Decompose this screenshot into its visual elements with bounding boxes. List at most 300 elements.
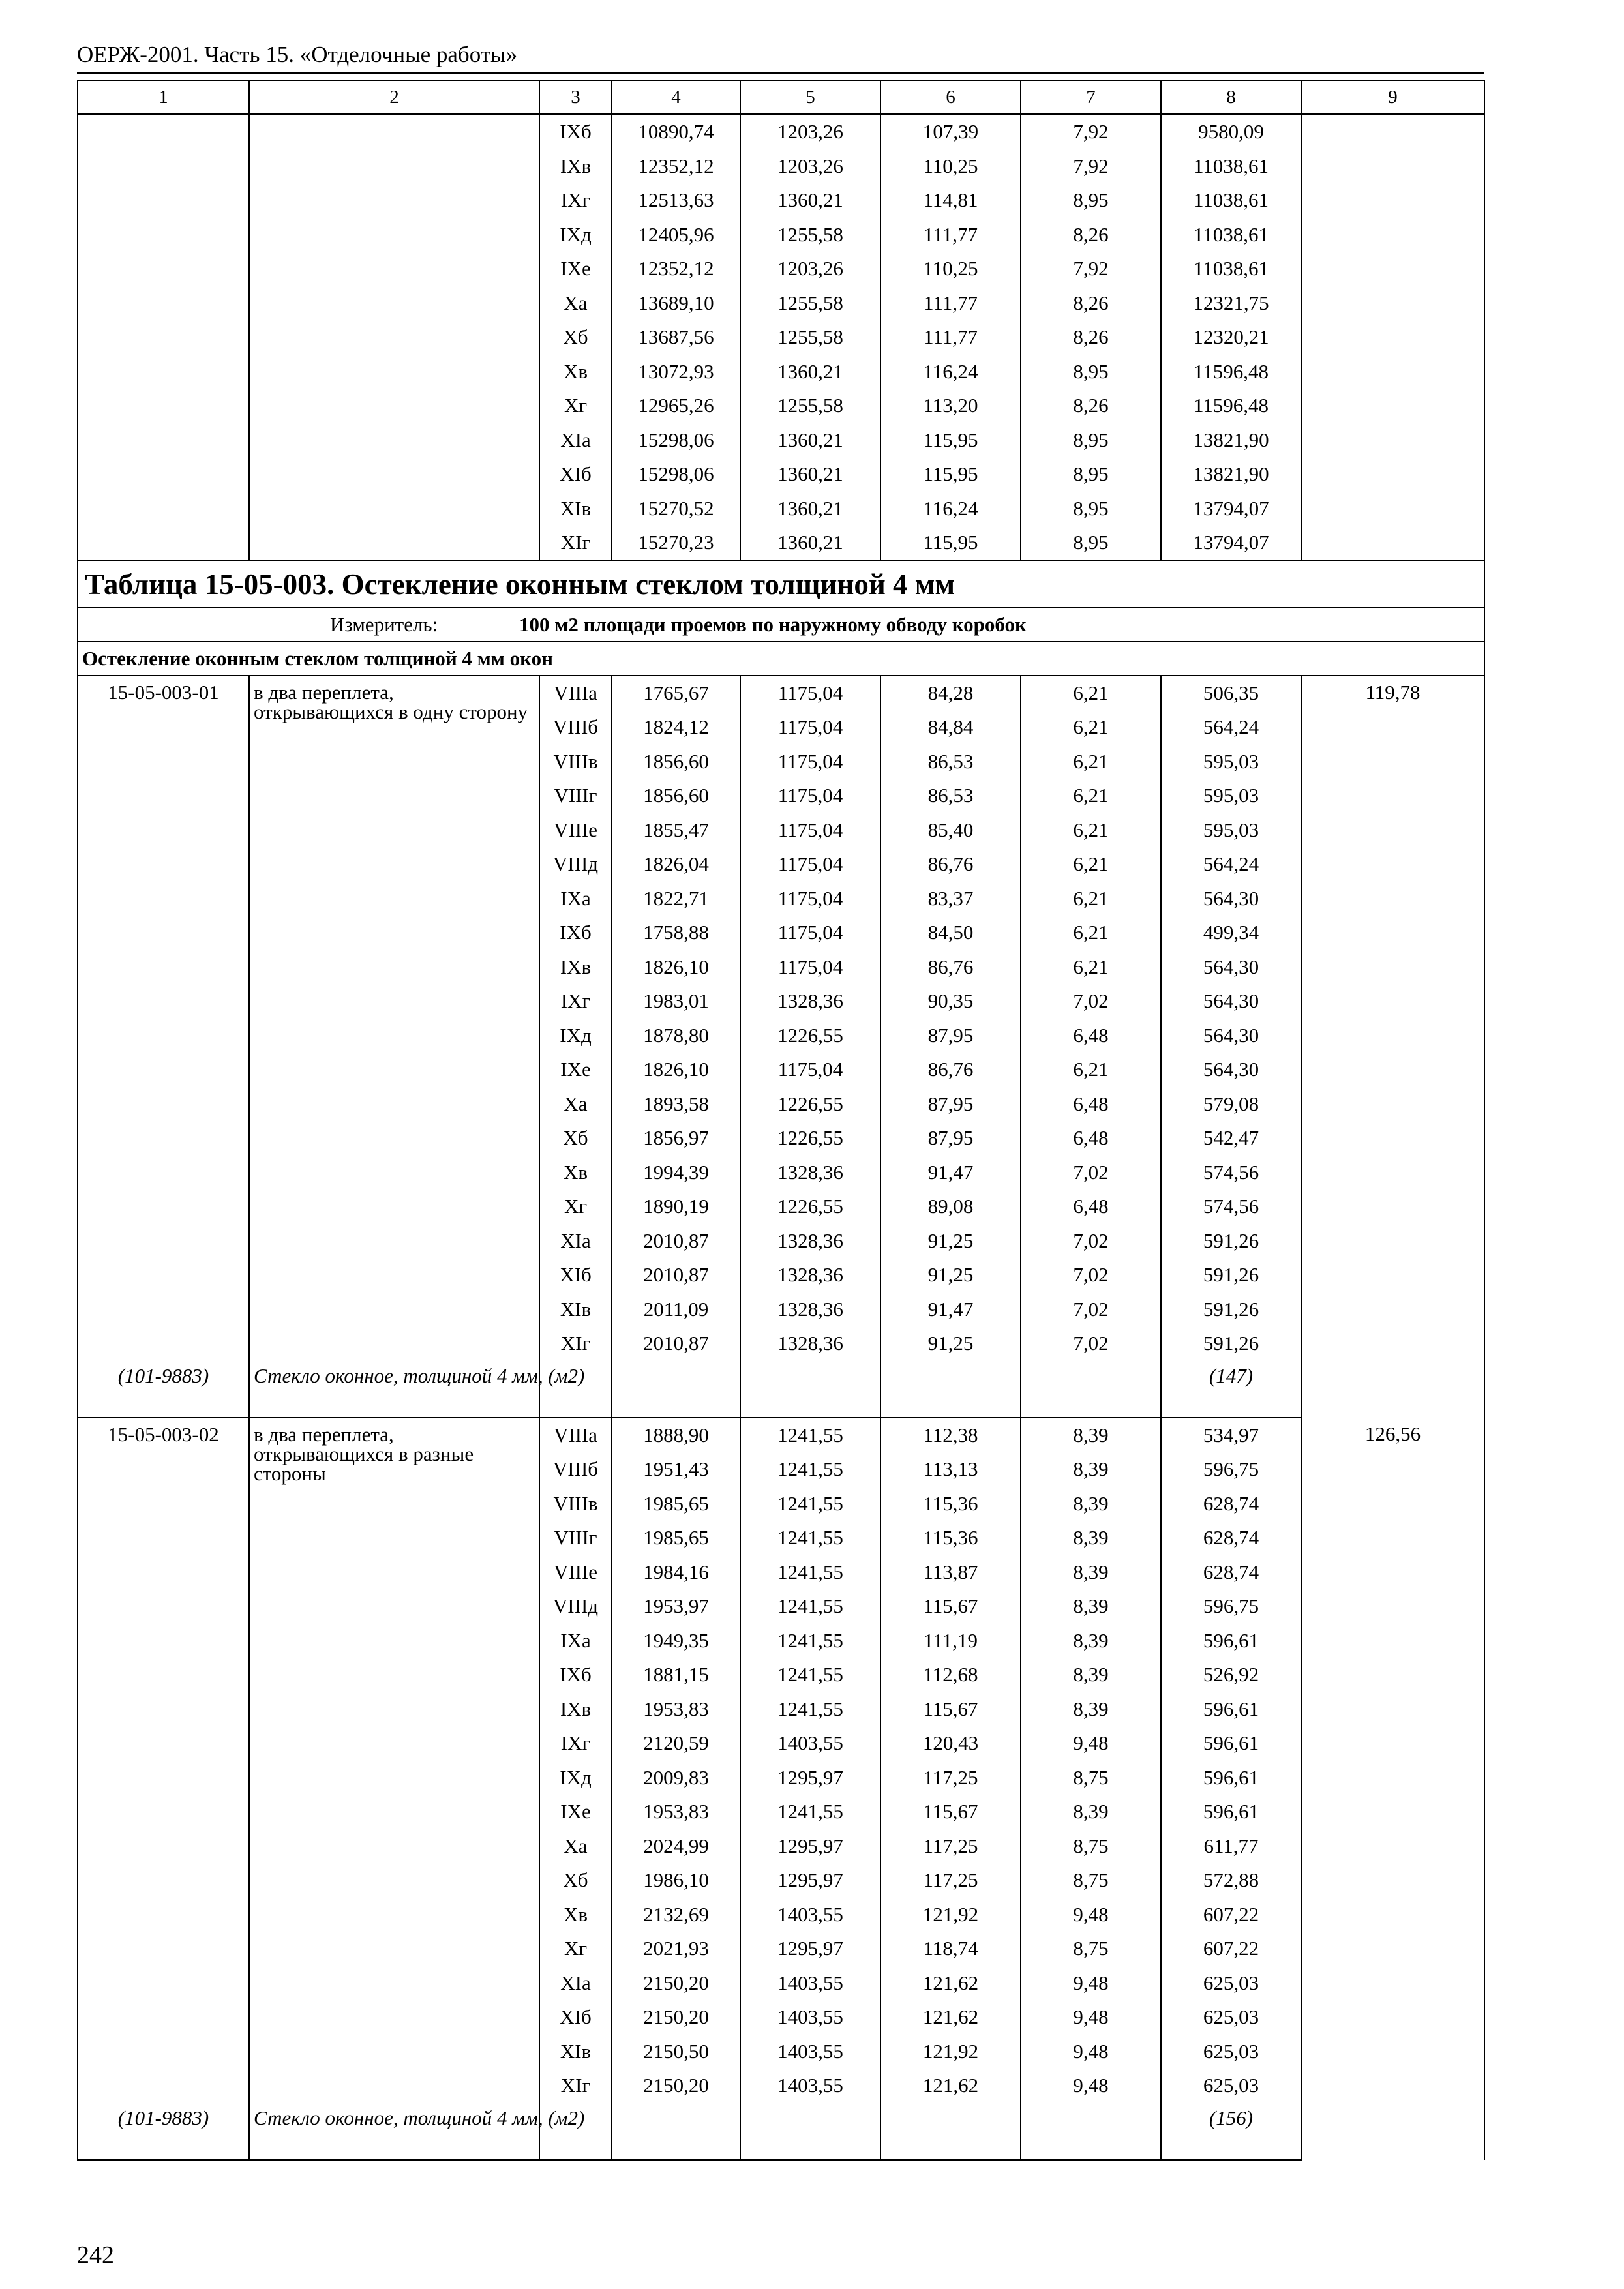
value-cell: 86,76	[880, 1053, 1021, 1087]
code-cell	[78, 423, 249, 458]
value-cell: 111,77	[880, 286, 1021, 321]
column-number: 6	[880, 80, 1021, 114]
description-cell	[249, 114, 539, 149]
value-cell: 85,40	[880, 813, 1021, 848]
last-col-cell	[1301, 526, 1484, 561]
value-cell: 86,76	[880, 847, 1021, 882]
value-cell: 1295,97	[740, 1761, 880, 1795]
value-cell	[880, 1361, 1021, 1418]
value-cell: 10890,74	[612, 114, 740, 149]
value-cell: XIг	[539, 2069, 612, 2103]
value-cell: 6,21	[1021, 676, 1161, 711]
value-cell: 11596,48	[1161, 389, 1301, 423]
material-code: (101-9883)	[78, 1361, 249, 1418]
value-cell	[880, 2103, 1021, 2160]
value-cell: Xг	[539, 389, 612, 423]
value-cell: 591,26	[1161, 1293, 1301, 1327]
value-cell: IXд	[539, 218, 612, 252]
value-cell: 1824,12	[612, 710, 740, 745]
value-cell: 87,95	[880, 1121, 1021, 1156]
value-cell: 15298,06	[612, 423, 740, 458]
value-cell: 121,62	[880, 2069, 1021, 2103]
last-col-cell	[1301, 149, 1484, 184]
value-cell: 11038,61	[1161, 183, 1301, 218]
value-cell: 1241,55	[740, 1452, 880, 1487]
value-cell: 110,25	[880, 149, 1021, 184]
value-cell: 1226,55	[740, 1121, 880, 1156]
value-cell: 1983,01	[612, 984, 740, 1019]
value-cell: 1328,36	[740, 1258, 880, 1293]
value-cell: 91,47	[880, 1156, 1021, 1190]
value-cell: 1295,97	[740, 1829, 880, 1864]
value-cell: 8,95	[1021, 183, 1161, 218]
value-cell: 112,68	[880, 1658, 1021, 1692]
table-row	[78, 389, 1484, 423]
value-cell: XIб	[539, 2000, 612, 2035]
value-cell: XIв	[539, 2035, 612, 2069]
value-cell: 12321,75	[1161, 286, 1301, 321]
value-cell: 115,67	[880, 1692, 1021, 1727]
value-cell: 596,61	[1161, 1795, 1301, 1829]
value-cell: 13689,10	[612, 286, 740, 321]
value-cell: 1951,43	[612, 1452, 740, 1487]
value-cell: 1175,04	[740, 676, 880, 711]
value-cell: 2024,99	[612, 1829, 740, 1864]
value-cell: 534,97	[1161, 1418, 1301, 1453]
value-cell	[740, 2103, 880, 2160]
subheading: Остекление оконным стеклом толщиной 4 мм окон	[78, 642, 1484, 676]
value-cell: 15270,23	[612, 526, 740, 561]
value-cell: 8,39	[1021, 1521, 1161, 1555]
value-cell: 1888,90	[612, 1418, 740, 1453]
value-cell: 8,39	[1021, 1589, 1161, 1624]
table-row	[78, 149, 1484, 184]
value-cell	[612, 1361, 740, 1418]
value-cell: 2009,83	[612, 1761, 740, 1795]
last-col-cell: 119,78	[1301, 676, 1484, 1418]
value-cell: 6,21	[1021, 710, 1161, 745]
value-cell: 2150,20	[612, 2000, 740, 2035]
value-cell: 1765,67	[612, 676, 740, 711]
value-cell	[612, 2103, 740, 2160]
value-cell: 1994,39	[612, 1156, 740, 1190]
value-cell: 12352,12	[612, 252, 740, 286]
value-cell: 13794,07	[1161, 526, 1301, 561]
value-cell: 1255,58	[740, 286, 880, 321]
value-cell: VIIIб	[539, 1452, 612, 1487]
value-cell: 9,48	[1021, 2000, 1161, 2035]
value-cell: 117,25	[880, 1863, 1021, 1898]
value-cell: 1403,55	[740, 1898, 880, 1932]
value-cell: 1226,55	[740, 1189, 880, 1224]
value-cell: 110,25	[880, 252, 1021, 286]
value-cell: 574,56	[1161, 1156, 1301, 1190]
table-row	[78, 676, 1484, 711]
value-cell: 2150,20	[612, 2069, 740, 2103]
value-cell: 611,77	[1161, 1829, 1301, 1864]
value-cell: VIIIг	[539, 1521, 612, 1555]
value-cell: 9,48	[1021, 1898, 1161, 1932]
value-cell: 1328,36	[740, 1326, 880, 1361]
code-cell	[78, 149, 249, 184]
value-cell: 13821,90	[1161, 457, 1301, 492]
value-cell: 1255,58	[740, 218, 880, 252]
value-cell: XIв	[539, 1293, 612, 1327]
value-cell: 1203,26	[740, 149, 880, 184]
value-cell: IXд	[539, 1761, 612, 1795]
value-cell: IXг	[539, 1726, 612, 1761]
value-cell: 1175,04	[740, 847, 880, 882]
value-cell: 87,95	[880, 1019, 1021, 1053]
value-cell: 8,39	[1021, 1452, 1161, 1487]
value-cell: 8,39	[1021, 1795, 1161, 1829]
value-cell: 1403,55	[740, 2000, 880, 2035]
value-cell: 1826,10	[612, 1053, 740, 1087]
value-cell: VIIIб	[539, 710, 612, 745]
value-cell: 1328,36	[740, 1293, 880, 1327]
column-number: 4	[612, 80, 740, 114]
value-cell: 564,30	[1161, 882, 1301, 916]
value-cell: 6,21	[1021, 813, 1161, 848]
page-header: ОЕРЖ-2001. Часть 15. «Отделочные работы»	[77, 42, 518, 67]
value-cell: 11038,61	[1161, 252, 1301, 286]
code-cell	[78, 286, 249, 321]
value-cell: 1360,21	[740, 355, 880, 389]
value-cell: 1295,97	[740, 1863, 880, 1898]
value-cell: XIб	[539, 1258, 612, 1293]
value-cell: IXв	[539, 1692, 612, 1727]
value-cell: 2010,87	[612, 1258, 740, 1293]
value-cell: 1893,58	[612, 1087, 740, 1122]
value-cell: Xв	[539, 1898, 612, 1932]
code-cell: 15-05-003-01	[78, 676, 249, 1361]
value-cell: 8,39	[1021, 1624, 1161, 1658]
value-cell: 2010,87	[612, 1326, 740, 1361]
value-cell: IXб	[539, 114, 612, 149]
value-cell: 1328,36	[740, 1156, 880, 1190]
last-col-cell	[1301, 355, 1484, 389]
value-cell: 9,48	[1021, 2035, 1161, 2069]
value-cell: Xг	[539, 1189, 612, 1224]
table-title: Таблица 15-05-003. Остекление оконным стеклом толщиной 4 мм	[78, 561, 1484, 608]
value-cell: VIIIг	[539, 779, 612, 813]
last-col-cell	[1301, 286, 1484, 321]
value-cell: Xв	[539, 1156, 612, 1190]
value-cell: 115,95	[880, 526, 1021, 561]
value-cell: 1241,55	[740, 1418, 880, 1453]
value-cell: 1175,04	[740, 813, 880, 848]
value-cell: 86,76	[880, 950, 1021, 985]
last-col-cell	[1301, 320, 1484, 355]
value-cell: 1175,04	[740, 882, 880, 916]
material-code: (101-9883)	[78, 2103, 249, 2160]
value-cell: 1890,19	[612, 1189, 740, 1224]
value-cell: XIб	[539, 457, 612, 492]
value-cell: 1226,55	[740, 1019, 880, 1053]
value-cell: 1175,04	[740, 710, 880, 745]
value-cell: 9,48	[1021, 2069, 1161, 2103]
measure-value: 100 м2 площади проемов по наружному обводу коробок	[519, 612, 1027, 636]
value-cell: 121,62	[880, 2000, 1021, 2035]
value-cell: 84,28	[880, 676, 1021, 711]
table-row	[78, 526, 1484, 561]
value-cell: 91,47	[880, 1293, 1021, 1327]
value-cell: 564,30	[1161, 1019, 1301, 1053]
value-cell: VIIIа	[539, 676, 612, 711]
value-cell: 6,21	[1021, 1053, 1161, 1087]
value-cell: 1985,65	[612, 1487, 740, 1521]
value-cell: IXг	[539, 984, 612, 1019]
value-cell: 11596,48	[1161, 355, 1301, 389]
value-cell: 8,39	[1021, 1692, 1161, 1727]
value-cell: 1255,58	[740, 320, 880, 355]
value-cell: 1403,55	[740, 2069, 880, 2103]
value-cell: 499,34	[1161, 916, 1301, 950]
value-cell: XIг	[539, 526, 612, 561]
value-cell: 12352,12	[612, 149, 740, 184]
value-cell: 6,21	[1021, 745, 1161, 779]
value-cell: 8,95	[1021, 423, 1161, 458]
value-cell: 117,25	[880, 1761, 1021, 1795]
value-cell: 1241,55	[740, 1624, 880, 1658]
value-cell: 1953,83	[612, 1692, 740, 1727]
value-cell: XIа	[539, 423, 612, 458]
column-number: 5	[740, 80, 880, 114]
value-cell: 6,21	[1021, 847, 1161, 882]
description-cell	[249, 526, 539, 561]
value-cell: 628,74	[1161, 1555, 1301, 1590]
value-cell: 116,24	[880, 492, 1021, 526]
table-row	[78, 423, 1484, 458]
value-cell: 115,36	[880, 1487, 1021, 1521]
value-cell: 564,24	[1161, 847, 1301, 882]
value-cell: 1241,55	[740, 1487, 880, 1521]
value-cell: 1403,55	[740, 2035, 880, 2069]
value-cell: 572,88	[1161, 1863, 1301, 1898]
subheading-row	[78, 642, 1484, 676]
value-cell	[740, 1361, 880, 1418]
value-cell: 1822,71	[612, 882, 740, 916]
column-number: 7	[1021, 80, 1161, 114]
value-cell: 1360,21	[740, 457, 880, 492]
value-cell: Xб	[539, 1121, 612, 1156]
value-cell: 8,26	[1021, 218, 1161, 252]
last-col-cell	[1301, 114, 1484, 149]
value-cell: 9,48	[1021, 1966, 1161, 2001]
value-cell: Xб	[539, 1863, 612, 1898]
value-cell: 116,24	[880, 355, 1021, 389]
value-cell: 7,02	[1021, 1326, 1161, 1361]
value-cell: 596,61	[1161, 1692, 1301, 1727]
value-cell: 1241,55	[740, 1555, 880, 1590]
value-cell: 1984,16	[612, 1555, 740, 1590]
value-cell: 596,61	[1161, 1761, 1301, 1795]
value-cell: 8,75	[1021, 1829, 1161, 1864]
value-cell: 1986,10	[612, 1863, 740, 1898]
page-number: 242	[77, 2241, 114, 2269]
value-cell: 1878,80	[612, 1019, 740, 1053]
value-cell: 113,87	[880, 1555, 1021, 1590]
material-name: Стекло оконное, толщиной 4 мм, (м2)	[249, 1361, 539, 1418]
value-cell: XIа	[539, 1224, 612, 1259]
material-row	[78, 2103, 1484, 2160]
value-cell: 121,92	[880, 2035, 1021, 2069]
value-cell: 1328,36	[740, 1224, 880, 1259]
value-cell: 83,37	[880, 882, 1021, 916]
description-cell	[249, 355, 539, 389]
last-col-cell	[1301, 457, 1484, 492]
value-cell: 1856,97	[612, 1121, 740, 1156]
value-cell: 8,26	[1021, 320, 1161, 355]
column-number: 1	[78, 80, 249, 114]
last-col-cell	[1301, 389, 1484, 423]
value-cell: 1175,04	[740, 1053, 880, 1087]
value-cell: 6,48	[1021, 1189, 1161, 1224]
value-cell: 1241,55	[740, 1589, 880, 1624]
value-cell: 12513,63	[612, 183, 740, 218]
value-cell: IXв	[539, 950, 612, 985]
value-cell: 115,95	[880, 423, 1021, 458]
code-cell	[78, 183, 249, 218]
value-cell: Xа	[539, 1087, 612, 1122]
value-cell: 90,35	[880, 984, 1021, 1019]
value-cell: 1856,60	[612, 779, 740, 813]
last-col-cell	[1301, 492, 1484, 526]
value-cell: 1175,04	[740, 950, 880, 985]
value-cell: 86,53	[880, 779, 1021, 813]
table-row	[78, 114, 1484, 149]
code-cell	[78, 218, 249, 252]
value-cell: 2150,20	[612, 1966, 740, 2001]
value-cell: IXе	[539, 252, 612, 286]
value-cell: 9,48	[1021, 1726, 1161, 1761]
value-cell: 1226,55	[740, 1087, 880, 1122]
value-cell: 596,61	[1161, 1726, 1301, 1761]
code-cell: 15-05-003-02	[78, 1418, 249, 2103]
value-cell: 1855,47	[612, 813, 740, 848]
column-number: 3	[539, 80, 612, 114]
header-rule	[77, 72, 1484, 74]
value-cell: 111,77	[880, 320, 1021, 355]
material-name: Стекло оконное, толщиной 4 мм, (м2)	[249, 2103, 539, 2160]
description-cell	[249, 149, 539, 184]
measure-cell	[78, 608, 1484, 642]
description-cell	[249, 423, 539, 458]
value-cell: 1203,26	[740, 114, 880, 149]
value-cell: 1826,10	[612, 950, 740, 985]
value-cell: Xа	[539, 286, 612, 321]
value-cell: 11038,61	[1161, 149, 1301, 184]
value-cell: 625,03	[1161, 2035, 1301, 2069]
code-cell	[78, 114, 249, 149]
value-cell	[1021, 1361, 1161, 1418]
value-cell: 1328,36	[740, 984, 880, 1019]
value-cell: 7,02	[1021, 1156, 1161, 1190]
value-cell: 13687,56	[612, 320, 740, 355]
value-cell: 564,30	[1161, 950, 1301, 985]
column-number-row	[78, 80, 1484, 114]
value-cell: IXд	[539, 1019, 612, 1053]
description-cell	[249, 252, 539, 286]
value-cell: Xг	[539, 1932, 612, 1966]
column-number: 2	[249, 80, 539, 114]
value-cell: XIа	[539, 1966, 612, 2001]
measure-row	[78, 608, 1484, 642]
value-cell: 564,24	[1161, 710, 1301, 745]
value-cell: 607,22	[1161, 1932, 1301, 1966]
value-cell: 1360,21	[740, 492, 880, 526]
value-cell: 8,75	[1021, 1932, 1161, 1966]
value-cell: 596,61	[1161, 1624, 1301, 1658]
value-cell: 115,67	[880, 1589, 1021, 1624]
value-cell: 8,39	[1021, 1658, 1161, 1692]
value-cell: 115,36	[880, 1521, 1021, 1555]
value-cell: 542,47	[1161, 1121, 1301, 1156]
value-cell: 1360,21	[740, 526, 880, 561]
value-cell: 8,75	[1021, 1863, 1161, 1898]
value-cell: IXе	[539, 1053, 612, 1087]
value-cell: 8,39	[1021, 1418, 1161, 1453]
value-cell: 12405,96	[612, 218, 740, 252]
value-cell: VIIIд	[539, 847, 612, 882]
value-cell: 7,92	[1021, 149, 1161, 184]
value-cell: 11038,61	[1161, 218, 1301, 252]
value-cell: 1175,04	[740, 745, 880, 779]
value-cell: 7,92	[1021, 114, 1161, 149]
value-cell: 91,25	[880, 1258, 1021, 1293]
value-cell: 13794,07	[1161, 492, 1301, 526]
value-cell: 120,43	[880, 1726, 1021, 1761]
value-cell: 8,26	[1021, 286, 1161, 321]
value-cell: 8,95	[1021, 355, 1161, 389]
value-cell: 115,95	[880, 457, 1021, 492]
value-cell: 628,74	[1161, 1487, 1301, 1521]
value-cell: 112,38	[880, 1418, 1021, 1453]
value-cell: 1403,55	[740, 1726, 880, 1761]
value-cell: 1985,65	[612, 1521, 740, 1555]
value-cell: 7,92	[1021, 252, 1161, 286]
description-cell	[249, 218, 539, 252]
value-cell: 574,56	[1161, 1189, 1301, 1224]
description-cell	[249, 492, 539, 526]
column-number: 9	[1301, 80, 1484, 114]
value-cell: 15298,06	[612, 457, 740, 492]
value-cell: 13821,90	[1161, 423, 1301, 458]
table-row	[78, 492, 1484, 526]
code-cell	[78, 492, 249, 526]
rates-table	[77, 80, 1485, 2161]
value-cell: 113,20	[880, 389, 1021, 423]
value-cell: 15270,52	[612, 492, 740, 526]
value-cell: 1295,97	[740, 1932, 880, 1966]
value-cell: 1360,21	[740, 183, 880, 218]
value-cell: 1241,55	[740, 1795, 880, 1829]
value-cell: 625,03	[1161, 2000, 1301, 2035]
value-cell: 591,26	[1161, 1224, 1301, 1259]
material-qty: (156)	[1161, 2103, 1301, 2160]
value-cell: 6,21	[1021, 882, 1161, 916]
value-cell: 628,74	[1161, 1521, 1301, 1555]
code-cell	[78, 355, 249, 389]
value-cell: 8,75	[1021, 1761, 1161, 1795]
value-cell: Xв	[539, 355, 612, 389]
value-cell: 7,02	[1021, 1258, 1161, 1293]
value-cell: 564,30	[1161, 1053, 1301, 1087]
table-row	[78, 355, 1484, 389]
value-cell: VIIIв	[539, 745, 612, 779]
value-cell: 8,95	[1021, 526, 1161, 561]
code-cell	[78, 457, 249, 492]
